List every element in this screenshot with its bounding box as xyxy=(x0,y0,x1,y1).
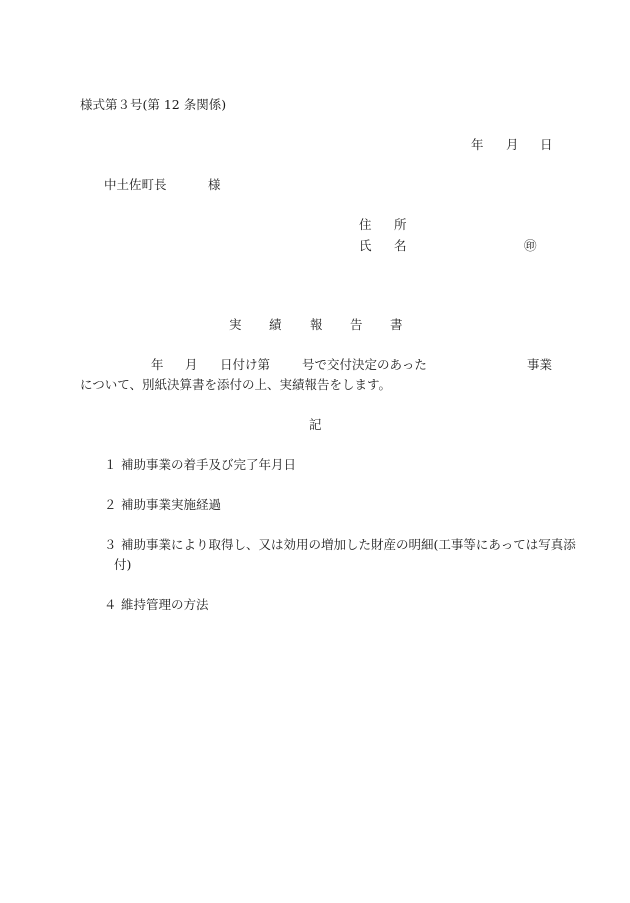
body-year-label: 年 xyxy=(151,357,164,372)
name-label-1: 氏 xyxy=(359,238,372,253)
addressee-name: 中土佐町長 xyxy=(104,177,167,192)
date-month-label: 月 xyxy=(506,137,519,152)
seal-mark: ㊞ xyxy=(524,238,537,253)
item-4-text: 維持管理の方法 xyxy=(121,597,209,612)
body-dated-no: 日付け第 xyxy=(220,357,271,372)
address-label-1: 住 xyxy=(359,217,372,232)
item-4-number: ４ xyxy=(104,597,117,612)
title-char-2: 績 xyxy=(269,317,282,332)
item-3-number: ３ xyxy=(104,537,117,552)
title-char-3: 報 xyxy=(310,317,323,332)
title-char-4: 告 xyxy=(350,317,363,332)
item-2-number: ２ xyxy=(104,497,117,512)
ki-heading: 記 xyxy=(309,417,322,432)
date-year-label: 年 xyxy=(471,137,484,152)
body-decision-text: 号で交付決定のあった xyxy=(302,357,427,372)
addressee-honorific: 様 xyxy=(208,177,221,192)
address-label-2: 所 xyxy=(394,217,407,232)
item-3-text: 補助事業により取得し、又は効用の増加した財産の明細(工事等にあっては写真添 xyxy=(121,537,576,552)
title-char-5: 書 xyxy=(390,317,403,332)
item-1-number: １ xyxy=(104,457,117,472)
name-label-2: 名 xyxy=(394,238,407,253)
title-char-1: 実 xyxy=(229,317,242,332)
body-line-2: について、別紙決算書を添付の上、実績報告をします。 xyxy=(80,377,392,392)
body-project-label: 事業 xyxy=(527,357,553,372)
item-2-text: 補助事業実施経過 xyxy=(121,497,222,512)
form-label: 様式第３号(第 12 条関係) xyxy=(80,97,227,112)
item-1-text: 補助事業の着手及び完了年月日 xyxy=(121,457,297,472)
date-day-label: 日 xyxy=(540,137,553,152)
item-3-continuation: 付) xyxy=(114,557,132,572)
body-month-label: 月 xyxy=(185,357,198,372)
